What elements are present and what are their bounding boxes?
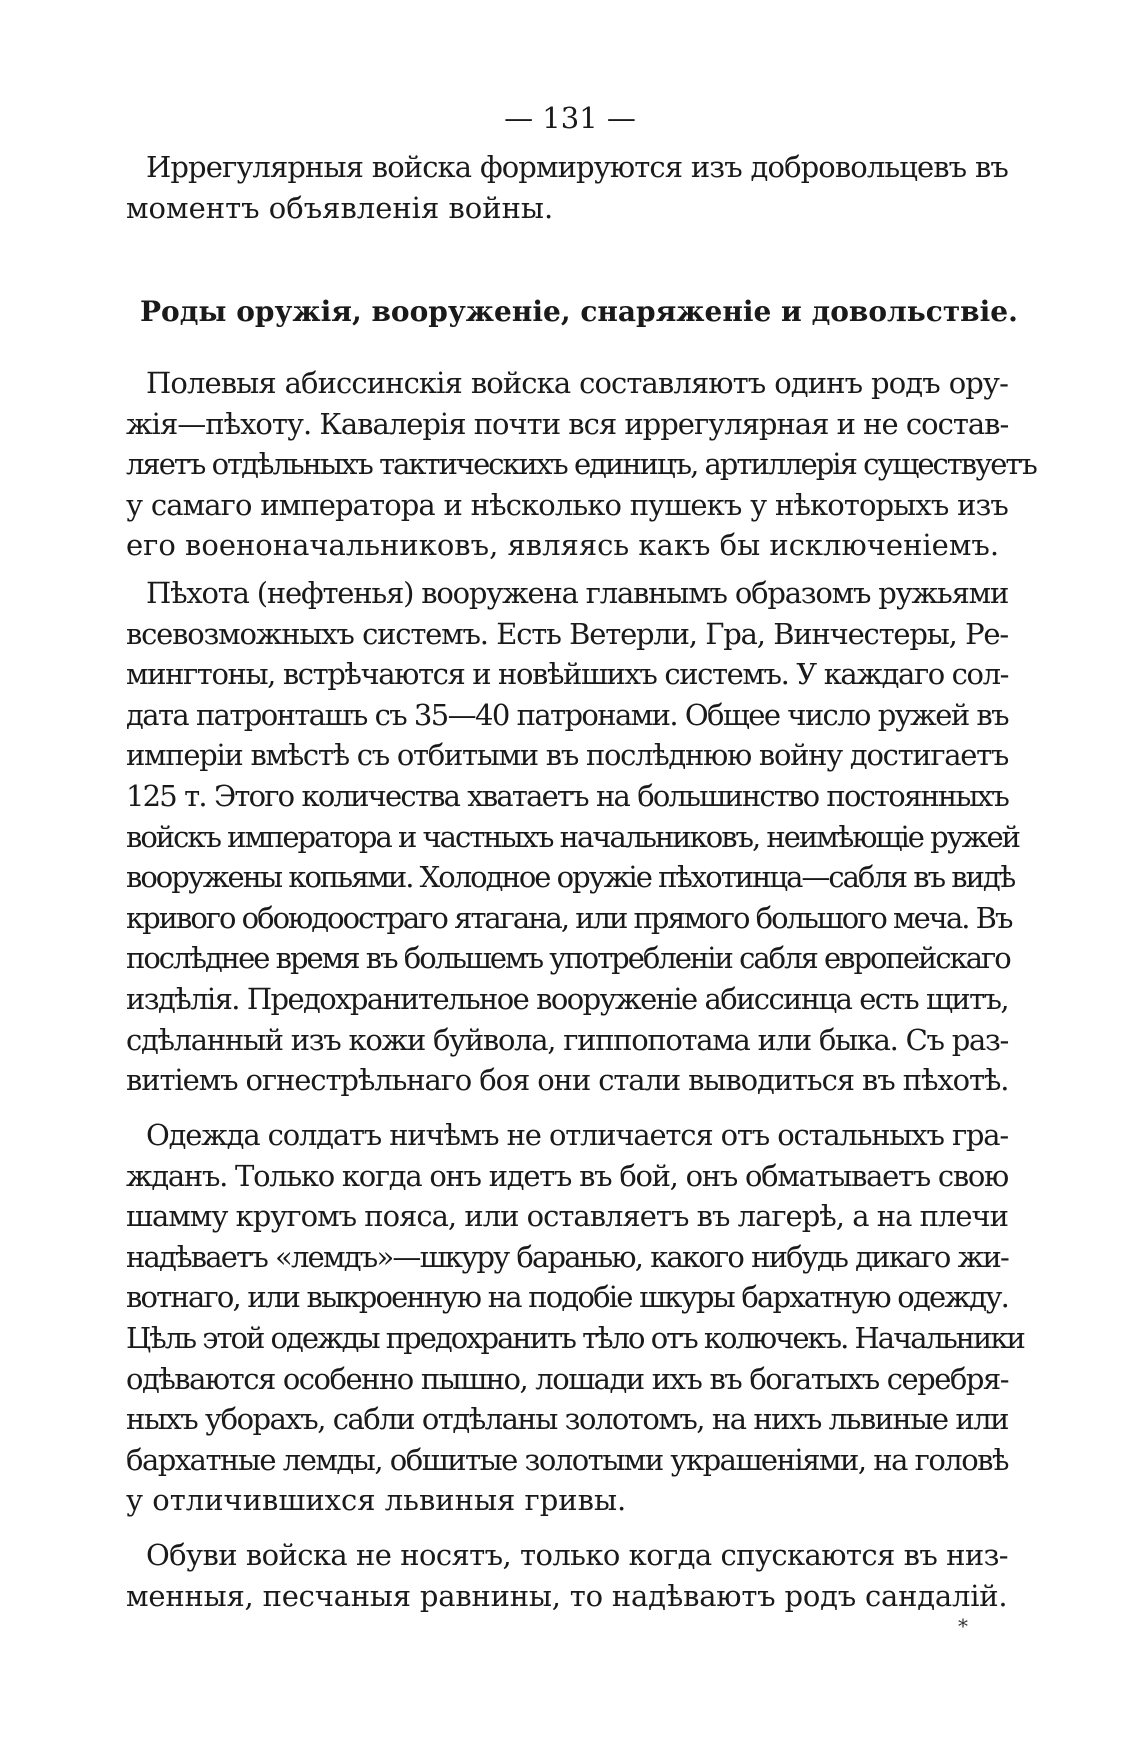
text-line: ляетъ отдѣльныхъ тактическихъ единицъ, артиллерія существуетъ [126,447,1036,482]
text-line: издѣлія. Предохранительное вооруженіе абиссинца есть щитъ, [126,981,1008,1016]
paragraph-arms [126,363,1036,566]
text-line: 125 т. Этого количества хватаетъ на большинство постоянныхъ [126,778,1008,813]
end-asterisk: * [958,1614,968,1638]
text-line: одѣваются особенно пышно, лошади ихъ въ богатыхъ серебря- [126,1361,1008,1396]
text-line: менныя, песчаныя равнины, то надѣваютъ родъ сандалій. [126,1578,1008,1613]
page-number: — 131 — [504,101,636,135]
text-line: мингтоны, встрѣчаются и новѣйшихъ системъ. У каждаго сол- [126,657,1008,692]
text-line: Одежда солдатъ ничѣмъ не отличается отъ остальныхъ гра- [146,1118,1008,1152]
paragraph-clothing [126,1115,1024,1521]
text-line: послѣднее время въ большемъ употребленіи сабля европейскаго [126,941,1010,976]
text-line: Иррегулярныя войска формируются изъ добровольцевъ въ [146,150,1008,184]
text-line: дата патронташъ съ 35—40 патронами. Общее число ружей въ [126,697,1008,732]
text-line: войскъ императора и частныхъ начальниковъ, неимѣющіе ружей [126,819,1019,854]
text-line: Полевыя абиссинскія войска составляютъ одинъ родъ ору- [146,366,1008,400]
text-line: надѣваетъ «лемдъ»—шкуру баранью, какого нибудь дикаго жи- [126,1239,1008,1274]
text-line: Пѣхота (нефтенья) вооружена главнымъ образомъ ружьями [146,576,1009,610]
text-line: Цѣль этой одежды предохранить тѣло отъ колючекъ. Начальники [126,1320,1024,1355]
text-line: всевозможныхъ системъ. Есть Ветерли, Гра, Винчестеры, Ре- [126,616,1008,651]
text-line: имперіи вмѣстѣ съ отбитыми въ послѣднюю войну достигаетъ [126,738,1008,773]
text-line: моментъ объявленія войны. [126,190,554,225]
text-line: ныхъ уборахъ, сабли отдѣланы золотомъ, на нихъ львиные или [126,1402,1008,1437]
text-line: жія—пѣхоту. Кавалерія почти вся иррегулярная и не состав- [126,406,1009,441]
text-line: его военоначальниковъ, являясь какъ бы исключеніемъ. [126,528,1000,563]
intro-paragraph [126,147,1008,228]
text-line: у отличившихся львиныя гривы. [126,1483,627,1518]
paragraph-infantry [126,573,1019,1101]
text-line: Обуви войска не носятъ, только когда спускаются въ низ- [146,1538,1008,1572]
paragraph-footwear [126,1535,1008,1616]
text-line: кривого обоюдоостраго ятагана, или прямого большого меча. Въ [126,900,1012,935]
text-line: бархатные лемды, обшитые золотыми украшеніями, на головѣ [126,1442,1008,1477]
text-line: витіемъ огнестрѣльнаго боя они стали выводиться въ пѣхотѣ. [126,1063,1009,1098]
text-line: жданъ. Только когда онъ идетъ въ бой, онъ обматываетъ свою [126,1158,1008,1193]
text-line: сдѣланный изъ кожи буйвола, гиппопотама или быка. Съ раз- [126,1022,1008,1057]
text-line: вооружены копьями. Холодное оружіе пѣхотинца—сабля въ видѣ [126,860,1015,895]
text-line: у самаго императора и нѣсколько пушекъ у нѣкоторыхъ изъ [126,487,1008,522]
text-line: вотнаго, или выкроенную на подобіе шкуры бархатную одежду. [126,1280,1008,1315]
section-heading: Роды оружія, вооруженіе, снаряженіе и довольствіе. [140,295,1018,328]
text-line: шамму кругомъ пояса, или оставляетъ въ лагерѣ, а на плечи [126,1199,1008,1234]
